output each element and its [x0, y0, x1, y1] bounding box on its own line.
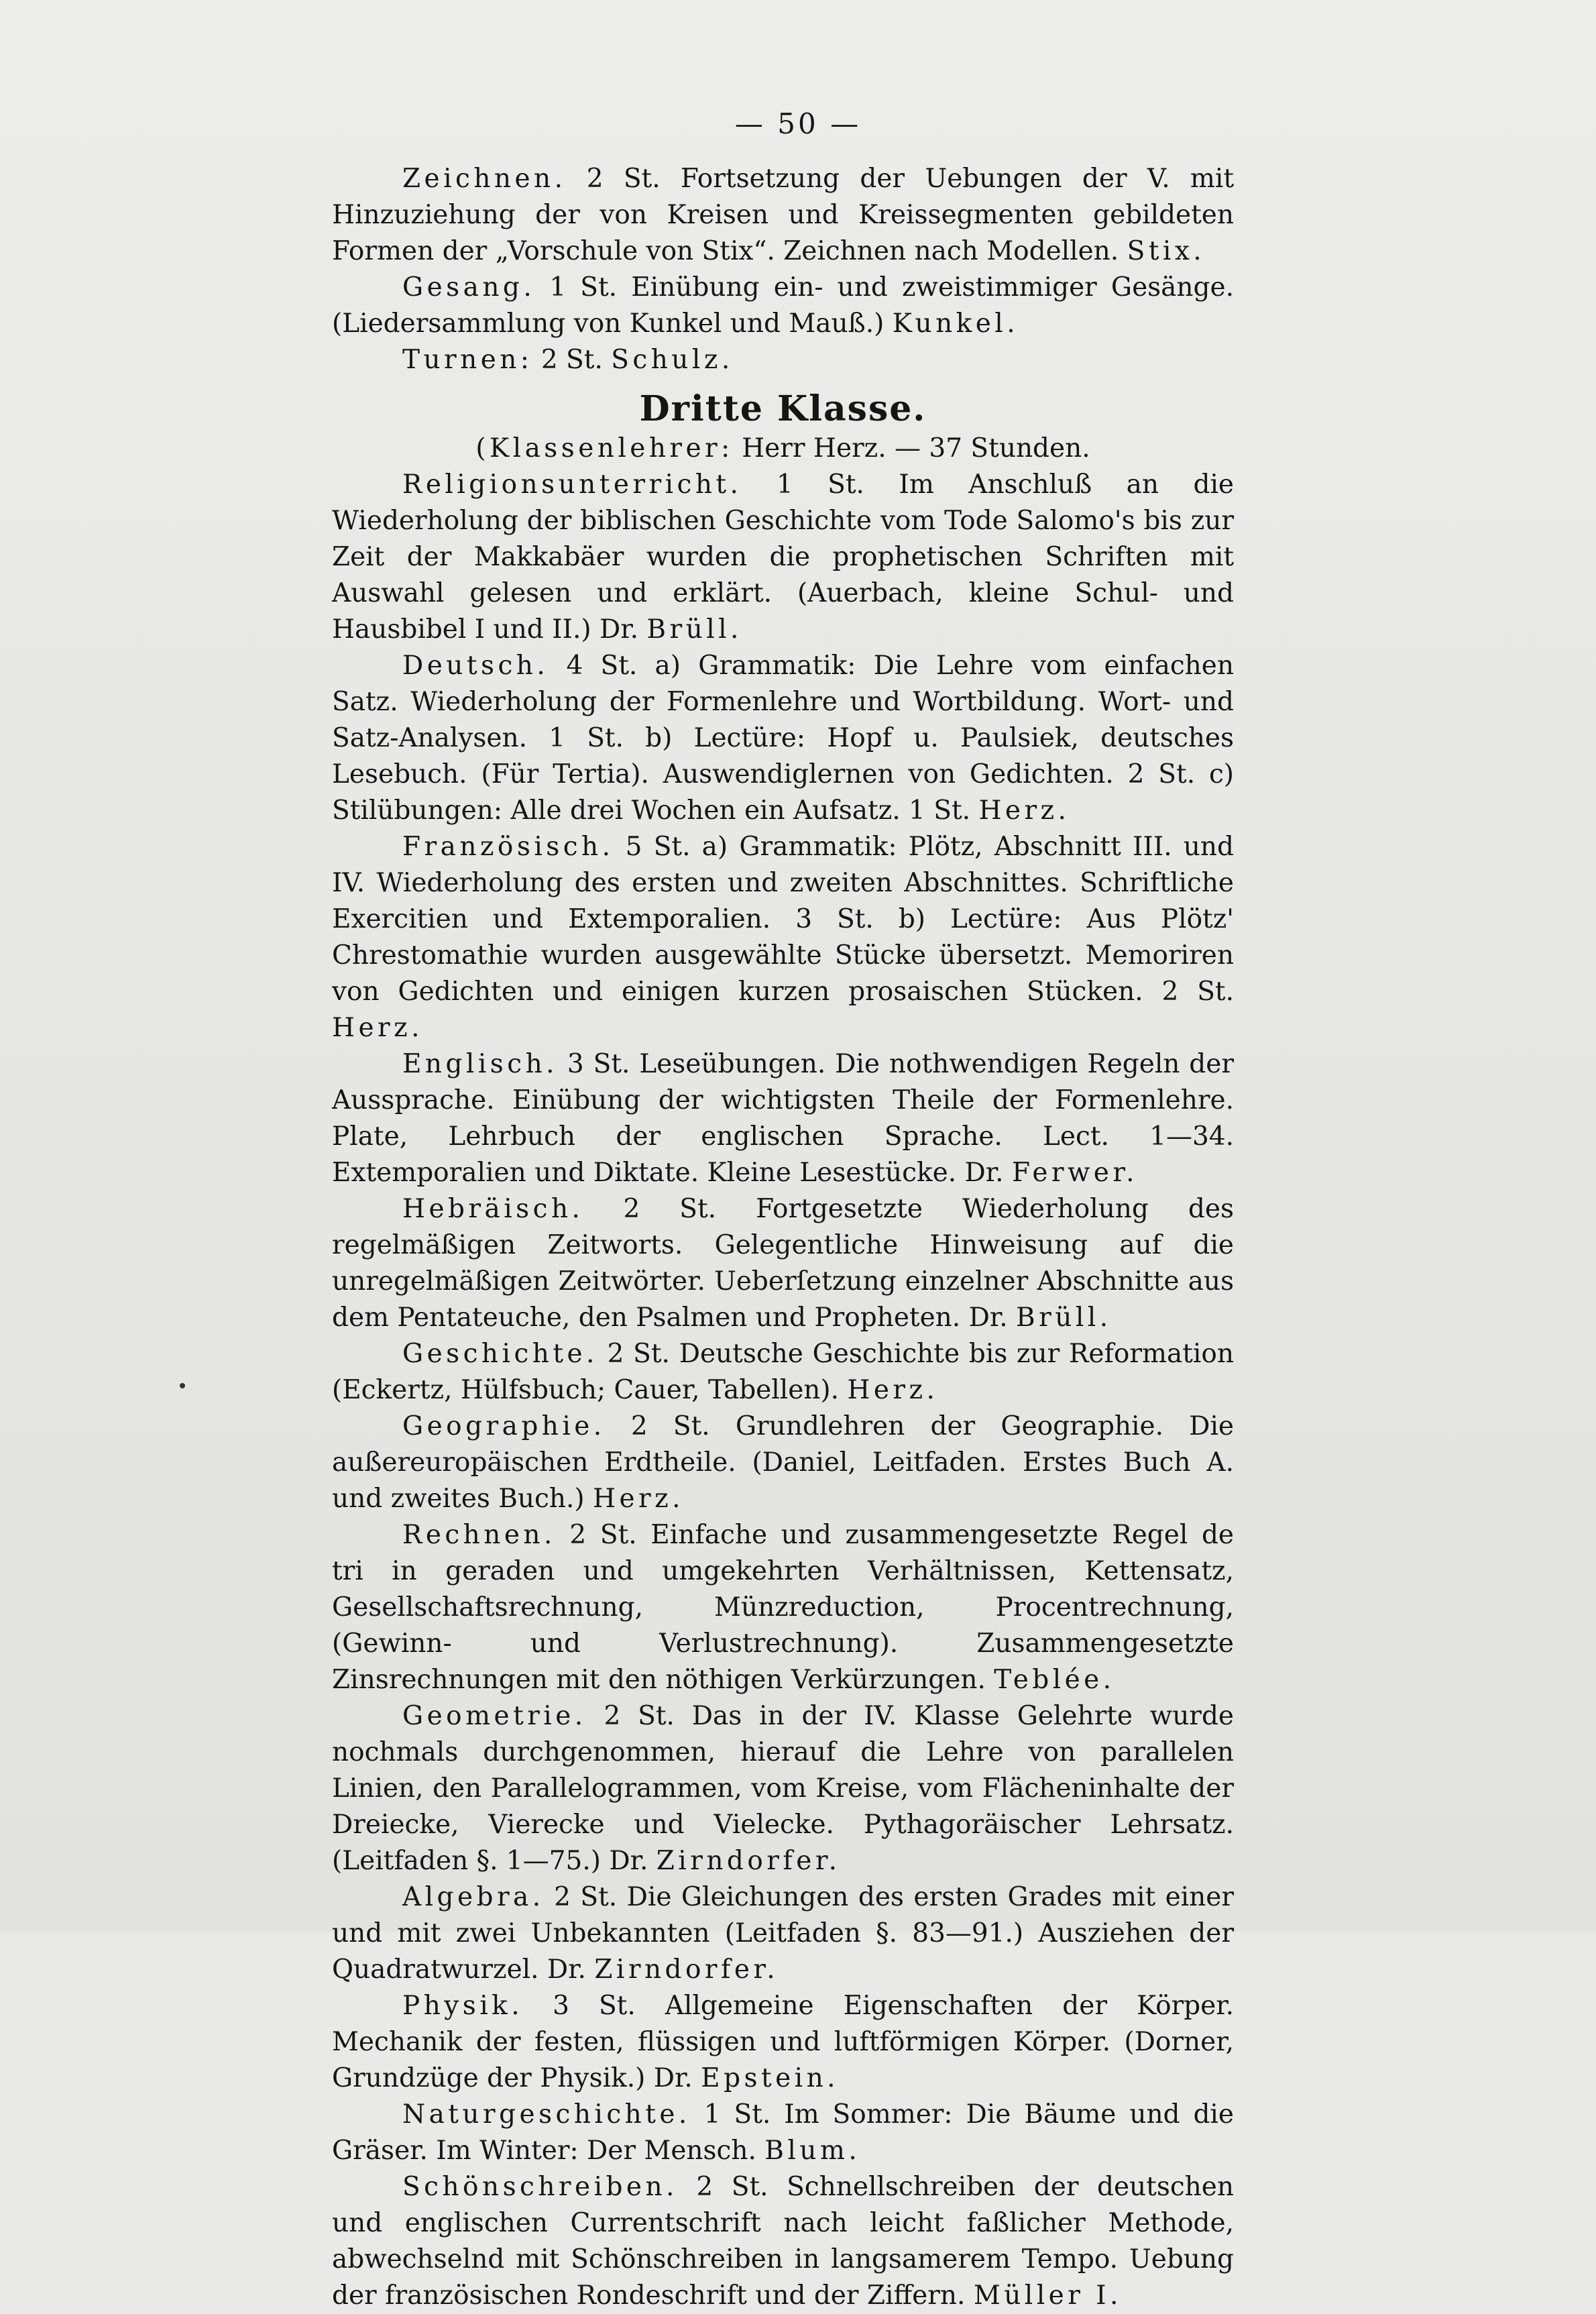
entry-text: 2 St. Schnellschreiben der deutschen und englischen Currentschrift nach leicht faßlicher Methode, abwechselnd mit Schönschreiben in langsamerem Tempo. Uebung der französischen Rondeschrift und der Ziffern. — [332, 2172, 1234, 2311]
entry-teacher: Teblée. — [994, 1665, 1115, 1695]
entry-subject: Geschichte. — [402, 1339, 598, 1369]
entry-teacher: Schulz. — [611, 345, 734, 375]
entry-physik — [332, 1988, 1234, 2097]
entry-subject: Turnen: — [402, 345, 533, 375]
entry-text: 4 St. a) Grammatik: Die Lehre vom einfachen Satz. Wiederholung der Formenlehre und Wortbildung. Wort- und Satz-Analysen. 1 St. b) Lectüre: Hopf u. Paulsiek, deutsches Lesebuch. (Für Tertia). Auswendiglernen von Gedichten. 2 St. c) Stilübungen: Alle drei Wochen ein Aufsatz. 1 St. — [332, 651, 1234, 826]
entry-text: 2 St. Fortgesetzte Wiederholung des regelmäßigen Zeitworts. Gelegentliche Hinweisung auf die unregelmäßigen Zeitwörter. Ueberſetzung einzelner Abschnitte aus dem Pentateuche, den Psalmen und Propheten. Dr. — [332, 1194, 1234, 1333]
entry-geschichte — [332, 1336, 1234, 1409]
entry-text: 2 St. Einfache und zusammengesetzte Regel de tri in geraden und umgekehrten Verhältnissen, Kettensatz, Gesellschaftsrechnung, Münzreduction, Procentrechnung, (Gewinn- und Verlustrechnung). Zusammengesetzte Zinsrechnungen mit den nöthigen Verkürzungen. — [332, 1520, 1234, 1695]
entry-text: 3 St. Allgemeine Eigenschaften der Körper. Mechanik der festen, flüssigen und luftförmigen Körper. (Dorner, Grundzüge der Physik.) Dr. — [332, 1991, 1234, 2093]
class-teacher-label: (Klassenlehrer: — [475, 433, 734, 463]
section-subheading — [332, 431, 1234, 467]
entry-hebraeisch — [332, 1191, 1234, 1336]
entry-teacher: Brüll. — [646, 614, 742, 645]
entry-teacher: Brüll. — [1016, 1303, 1112, 1333]
entry-teacher: Kunkel. — [892, 309, 1019, 339]
entry-text: 2 St. — [532, 345, 612, 375]
section-heading: Dritte Klasse. — [639, 388, 927, 429]
entry-teacher: Müller I. — [973, 2280, 1122, 2311]
entries-before — [332, 161, 1234, 378]
entry-zeichnen — [332, 161, 1234, 270]
entry-schoenschreiben — [332, 2169, 1234, 2314]
entry-text: 5 St. a) Grammatik: Plötz, Abschnitt III. und IV. Wiederholung des ersten und zweiten Abschnittes. Schriftliche Exercitien und Extemporalien. 3 St. b) Lectüre: Aus Plötz' Chrestomathie wurden ausgewählte Stücke übersetzt. Memoriren von Gedichten und einigen kurzen prosaischen Stücken. 2 St. — [332, 832, 1234, 1007]
entry-deutsch — [332, 648, 1234, 829]
entry-subject: Gesang. — [402, 272, 536, 302]
entry-geographie — [332, 1409, 1234, 1517]
margin-dot — [180, 1383, 185, 1388]
entry-teacher: Zirndorfer. — [594, 1954, 779, 1985]
class-teacher-text: Herr Herz. — 37 Stunden. — [733, 433, 1090, 463]
entry-subject: Deutsch. — [402, 651, 549, 681]
entry-subject: Physik. — [402, 1991, 524, 2021]
entries-list — [332, 467, 1234, 2314]
entry-rechnen — [332, 1517, 1234, 1698]
page-number: — 50 — — [734, 107, 862, 140]
entry-text: 1 St. Im Sommer: Die Bäume und die Gräser. Im Winter: Der Mensch. — [332, 2099, 1234, 2166]
entry-teacher: Blum. — [764, 2136, 861, 2166]
entry-subject: Geometrie. — [402, 1701, 587, 1731]
entry-text: 1 St. Einübung ein- und zweistimmiger Gesänge. (Liedersammlung von Kunkel und Mauß.) — [332, 272, 1234, 339]
entry-subject: Naturgeschichte. — [402, 2099, 691, 2130]
entry-teacher: Ferwer. — [1011, 1158, 1139, 1188]
entry-text: 2 St. Deutsche Geschichte bis zur Reformation (Eckertz, Hülfsbuch; Cauer, Tabellen). — [332, 1339, 1234, 1405]
entry-subject: Zeichnen. — [402, 164, 567, 194]
entry-subject: Englisch. — [402, 1049, 559, 1079]
entry-subject: Schönschreiben. — [402, 2172, 678, 2202]
entry-geometrie — [332, 1698, 1234, 1879]
entry-text: 1 St. Im Anschluß an die Wiederholung der biblischen Geschichte vom Tode Salomo's bis zur Zeit der Makkabäer wurden die prophetischen Schriften mit Auswahl gelesen und erklärt. (Auerbach, kleine Schul- und Hausbibel I und II.) Dr. — [332, 470, 1234, 645]
entry-englisch — [332, 1046, 1234, 1191]
document-body — [332, 161, 1234, 2314]
entry-algebra — [332, 1879, 1234, 1988]
entry-teacher: Herz. — [332, 1013, 423, 1043]
entry-text: 3 St. Leseübungen. Die nothwendigen Regeln der Aussprache. Einübung der wichtigsten Theile der Formenlehre. Plate, Lehrbuch der englischen Sprache. Lect. 1—34. Extemporalien und Diktate. Kleine Lesestücke. Dr. — [332, 1049, 1234, 1188]
entry-teacher: Stix. — [1127, 236, 1206, 266]
entry-turnen — [332, 342, 1234, 378]
entry-text: 2 St. Grundlehren der Geographie. Die außereuropäischen Erdtheile. (Daniel, Leitfaden. Erstes Buch A. und zweites Buch.) — [332, 1411, 1234, 1514]
entry-franzoesisch — [332, 829, 1234, 1046]
entry-teacher: Herz. — [978, 795, 1070, 826]
entry-teacher: Zirndorfer. — [656, 1846, 841, 1876]
entry-teacher: Epstein. — [701, 2063, 840, 2093]
entry-subject: Rechnen. — [402, 1520, 556, 1550]
entry-teacher: Herz. — [593, 1484, 684, 1514]
entry-naturgeschichte — [332, 2097, 1234, 2169]
entry-text: 2 St. Das in der IV. Klasse Gelehrte wurde nochmals durchgenommen, hierauf die Lehre von parallelen Linien, den Parallelogrammen, vom Kreise, vom Flächeninhalte der Dreiecke, Vierecke und Vielecke. Pythagoräischer Lehrsatz. (Leitfaden §. 1—75.) Dr. — [332, 1701, 1234, 1876]
entry-text: 2 St. Die Gleichungen des ersten Grades mit einer und mit zwei Unbekannten (Leitfaden §. 83—91.) Ausziehen der Quadratwurzel. Dr. — [332, 1882, 1234, 1985]
entry-text: 2 St. Fortsetzung der Uebungen der V. mit Hinzuziehung der von Kreisen und Kreissegmenten gebildeten Formen der „Vorschule von Stix“. Zeichnen nach Modellen. — [332, 164, 1234, 266]
entry-subject: Französisch. — [402, 832, 614, 862]
entry-subject: Hebräisch. — [402, 1194, 584, 1224]
entry-subject: Geographie. — [402, 1411, 606, 1441]
entry-subject: Algebra. — [402, 1882, 545, 1912]
entry-gesang — [332, 270, 1234, 342]
entry-teacher: Herz. — [847, 1375, 939, 1405]
entry-religion — [332, 467, 1234, 648]
entry-subject: Religionsunterricht. — [402, 470, 742, 500]
